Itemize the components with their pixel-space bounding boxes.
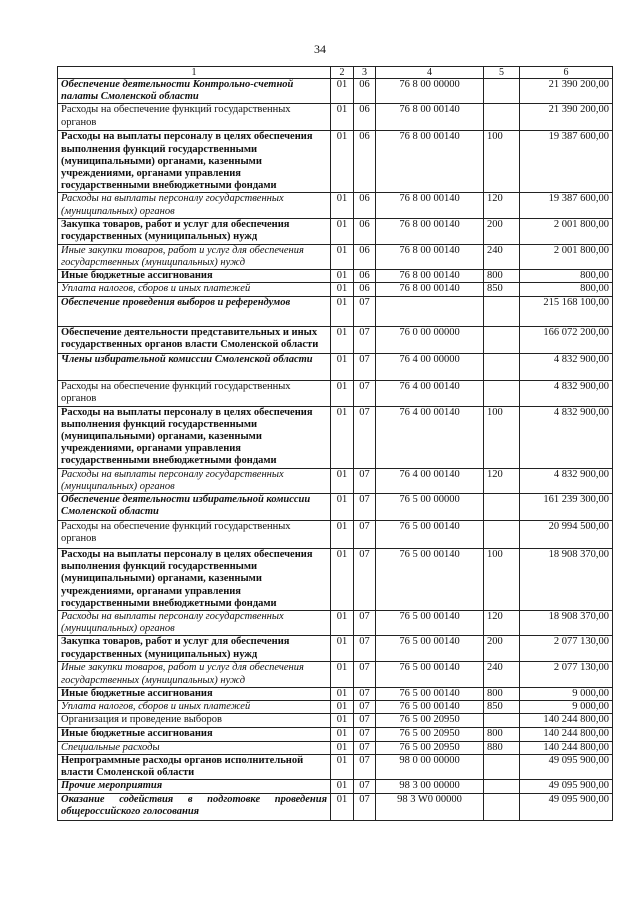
row-subsection-cell: 07 xyxy=(354,296,376,326)
row-section-cell: 01 xyxy=(331,131,354,193)
row-expense-type-cell: 200 xyxy=(484,218,520,244)
row-name-cell: Иные закупки товаров, работ и услуг для обеспечения государственных (муниципальных) нужд xyxy=(58,244,331,269)
row-expense-type-cell: 880 xyxy=(484,741,520,754)
row-subsection-cell: 07 xyxy=(354,406,376,468)
row-name-cell: Иные бюджетные ассигнования xyxy=(58,687,331,700)
header-cell-1: 1 xyxy=(58,67,331,79)
row-expense-type-cell: 850 xyxy=(484,701,520,714)
row-target-article-cell: 76 5 00 00140 xyxy=(376,636,484,662)
row-expense-type-cell: 100 xyxy=(484,406,520,468)
row-subsection-cell: 07 xyxy=(354,794,376,821)
row-target-article-cell: 76 4 00 00140 xyxy=(376,468,484,493)
row-amount-cell: 9 000,00 xyxy=(520,701,613,714)
row-subsection-cell: 07 xyxy=(354,636,376,662)
row-amount-cell: 800,00 xyxy=(520,283,613,296)
table-row xyxy=(58,701,613,714)
row-amount-cell: 161 239 300,00 xyxy=(520,494,613,521)
row-section-cell: 01 xyxy=(331,687,354,700)
row-name-cell: Прочие мероприятия xyxy=(58,780,331,794)
row-expense-type-cell xyxy=(484,79,520,104)
row-amount-cell: 4 832 900,00 xyxy=(520,353,613,380)
row-subsection-cell: 07 xyxy=(354,662,376,687)
row-name-cell: Расходы на выплаты персоналу государственных (муниципальных) органов xyxy=(58,468,331,493)
row-target-article-cell: 76 5 00 00000 xyxy=(376,494,484,521)
row-amount-cell: 2 001 800,00 xyxy=(520,218,613,244)
row-name-cell: Иные бюджетные ассигнования xyxy=(58,270,331,283)
row-name-cell: Обеспечение деятельности Контрольно-счетной палаты Смоленской области xyxy=(58,79,331,104)
row-target-article-cell: 76 4 00 00000 xyxy=(376,353,484,380)
row-section-cell: 01 xyxy=(331,79,354,104)
row-target-article-cell: 76 5 00 00140 xyxy=(376,701,484,714)
row-expense-type-cell xyxy=(484,104,520,131)
row-subsection-cell: 07 xyxy=(354,754,376,779)
row-amount-cell: 18 908 370,00 xyxy=(520,549,613,611)
row-expense-type-cell xyxy=(484,494,520,521)
row-target-article-cell: 76 4 00 00140 xyxy=(376,380,484,406)
row-target-article-cell: 76 5 00 20950 xyxy=(376,741,484,754)
row-target-article-cell: 98 3 00 00000 xyxy=(376,780,484,794)
row-name-cell: Закупка товаров, работ и услуг для обеспечения государственных (муниципальных) нужд xyxy=(58,218,331,244)
row-section-cell: 01 xyxy=(331,468,354,493)
row-target-article-cell: 76 5 00 00140 xyxy=(376,611,484,636)
row-name-cell: Уплата налогов, сборов и иных платежей xyxy=(58,283,331,296)
row-section-cell: 01 xyxy=(331,611,354,636)
row-section-cell: 01 xyxy=(331,714,354,728)
row-target-article-cell xyxy=(376,296,484,326)
row-subsection-cell: 07 xyxy=(354,741,376,754)
row-name-cell: Иные закупки товаров, работ и услуг для обеспечения государственных (муниципальных) нужд xyxy=(58,662,331,687)
row-expense-type-cell xyxy=(484,794,520,821)
row-name-cell: Члены избирательной комиссии Смоленской области xyxy=(58,353,331,380)
row-expense-type-cell xyxy=(484,754,520,779)
row-section-cell: 01 xyxy=(331,406,354,468)
row-target-article-cell: 76 8 00 00140 xyxy=(376,270,484,283)
row-expense-type-cell xyxy=(484,296,520,326)
row-name-cell: Непрограммные расходы органов исполнительной власти Смоленской области xyxy=(58,754,331,779)
row-name-cell: Расходы на выплаты персоналу в целях обеспечения выполнения функций государственными (муниципальными) органами, казенными учреждениями, органами управления государственными внебюджетными фондами xyxy=(58,549,331,611)
table-row xyxy=(58,79,613,104)
page-number: 34 xyxy=(314,42,326,56)
table-row xyxy=(58,193,613,218)
row-amount-cell: 49 095 900,00 xyxy=(520,794,613,821)
table-row xyxy=(58,741,613,754)
row-target-article-cell: 76 8 00 00140 xyxy=(376,131,484,193)
row-expense-type-cell: 240 xyxy=(484,662,520,687)
row-section-cell: 01 xyxy=(331,283,354,296)
row-section-cell: 01 xyxy=(331,636,354,662)
row-subsection-cell: 06 xyxy=(354,244,376,269)
row-amount-cell: 140 244 800,00 xyxy=(520,741,613,754)
row-expense-type-cell xyxy=(484,780,520,794)
row-amount-cell: 49 095 900,00 xyxy=(520,780,613,794)
table-row xyxy=(58,353,613,380)
row-amount-cell: 20 994 500,00 xyxy=(520,521,613,549)
row-section-cell: 01 xyxy=(331,662,354,687)
budget-table xyxy=(57,66,613,821)
table-row xyxy=(58,283,613,296)
row-name-cell: Организация и проведение выборов xyxy=(58,714,331,728)
row-subsection-cell: 07 xyxy=(354,549,376,611)
row-name-cell: Специальные расходы xyxy=(58,741,331,754)
table-row xyxy=(58,754,613,779)
row-subsection-cell: 06 xyxy=(354,79,376,104)
row-expense-type-cell: 800 xyxy=(484,687,520,700)
row-expense-type-cell: 240 xyxy=(484,244,520,269)
row-section-cell: 01 xyxy=(331,780,354,794)
row-subsection-cell: 07 xyxy=(354,468,376,493)
row-expense-type-cell: 800 xyxy=(484,270,520,283)
header-cell-6: 6 xyxy=(520,67,613,79)
table-row xyxy=(58,380,613,406)
row-amount-cell: 215 168 100,00 xyxy=(520,296,613,326)
table-row xyxy=(58,611,613,636)
table-row xyxy=(58,218,613,244)
table-row xyxy=(58,406,613,468)
row-amount-cell: 19 387 600,00 xyxy=(520,131,613,193)
row-section-cell: 01 xyxy=(331,244,354,269)
row-amount-cell: 21 390 200,00 xyxy=(520,104,613,131)
row-target-article-cell: 76 8 00 00140 xyxy=(376,244,484,269)
row-subsection-cell: 06 xyxy=(354,104,376,131)
row-expense-type-cell: 100 xyxy=(484,131,520,193)
row-section-cell: 01 xyxy=(331,353,354,380)
row-target-article-cell: 76 8 00 00140 xyxy=(376,283,484,296)
row-expense-type-cell xyxy=(484,714,520,728)
row-expense-type-cell: 120 xyxy=(484,611,520,636)
table-row xyxy=(58,270,613,283)
row-subsection-cell: 06 xyxy=(354,270,376,283)
row-expense-type-cell: 200 xyxy=(484,636,520,662)
row-amount-cell: 4 832 900,00 xyxy=(520,406,613,468)
table-row xyxy=(58,326,613,353)
row-subsection-cell: 07 xyxy=(354,494,376,521)
row-subsection-cell: 06 xyxy=(354,218,376,244)
row-target-article-cell: 76 5 00 00140 xyxy=(376,687,484,700)
row-expense-type-cell: 120 xyxy=(484,468,520,493)
row-target-article-cell: 76 8 00 00140 xyxy=(376,218,484,244)
header-cell-4: 4 xyxy=(376,67,484,79)
row-target-article-cell: 76 8 00 00140 xyxy=(376,193,484,218)
row-subsection-cell: 07 xyxy=(354,326,376,353)
row-section-cell: 01 xyxy=(331,794,354,821)
header-cell-5: 5 xyxy=(484,67,520,79)
header-cell-3: 3 xyxy=(354,67,376,79)
row-section-cell: 01 xyxy=(331,741,354,754)
row-subsection-cell: 06 xyxy=(354,131,376,193)
row-target-article-cell: 76 4 00 00140 xyxy=(376,406,484,468)
table-row xyxy=(58,714,613,728)
row-target-article-cell: 76 5 00 00140 xyxy=(376,549,484,611)
row-section-cell: 01 xyxy=(331,380,354,406)
row-target-article-cell: 76 8 00 00140 xyxy=(376,104,484,131)
header-row xyxy=(58,67,613,79)
row-amount-cell: 800,00 xyxy=(520,270,613,283)
row-target-article-cell: 76 5 00 20950 xyxy=(376,728,484,741)
row-section-cell: 01 xyxy=(331,326,354,353)
row-target-article-cell: 76 5 00 00140 xyxy=(376,662,484,687)
row-target-article-cell: 98 0 00 00000 xyxy=(376,754,484,779)
row-expense-type-cell: 100 xyxy=(484,549,520,611)
row-section-cell: 01 xyxy=(331,701,354,714)
row-expense-type-cell xyxy=(484,380,520,406)
row-section-cell: 01 xyxy=(331,728,354,741)
table-row xyxy=(58,296,613,326)
table-row xyxy=(58,549,613,611)
row-amount-cell: 19 387 600,00 xyxy=(520,193,613,218)
table-row xyxy=(58,662,613,687)
row-subsection-cell: 07 xyxy=(354,521,376,549)
table-row xyxy=(58,687,613,700)
row-section-cell: 01 xyxy=(331,218,354,244)
row-section-cell: 01 xyxy=(331,296,354,326)
row-target-article-cell: 76 0 00 00000 xyxy=(376,326,484,353)
row-expense-type-cell xyxy=(484,326,520,353)
table-row xyxy=(58,521,613,549)
row-section-cell: 01 xyxy=(331,193,354,218)
row-section-cell: 01 xyxy=(331,754,354,779)
row-subsection-cell: 06 xyxy=(354,193,376,218)
row-name-cell: Обеспечение деятельности представительных и иных государственных органов власти Смоленской области xyxy=(58,326,331,353)
row-subsection-cell: 06 xyxy=(354,283,376,296)
header-cell-2: 2 xyxy=(331,67,354,79)
row-amount-cell: 2 077 130,00 xyxy=(520,636,613,662)
row-expense-type-cell xyxy=(484,521,520,549)
table-row xyxy=(58,636,613,662)
row-expense-type-cell: 800 xyxy=(484,728,520,741)
table-row xyxy=(58,494,613,521)
row-subsection-cell: 07 xyxy=(354,611,376,636)
row-target-article-cell: 76 8 00 00000 xyxy=(376,79,484,104)
row-section-cell: 01 xyxy=(331,521,354,549)
row-subsection-cell: 07 xyxy=(354,353,376,380)
row-expense-type-cell xyxy=(484,353,520,380)
table-row xyxy=(58,244,613,269)
row-subsection-cell: 07 xyxy=(354,380,376,406)
row-name-cell: Расходы на выплаты персоналу государственных (муниципальных) органов xyxy=(58,193,331,218)
row-amount-cell: 49 095 900,00 xyxy=(520,754,613,779)
row-name-cell: Оказание содействия в подготовке проведения общероссийского голосования xyxy=(58,794,331,821)
table-row xyxy=(58,780,613,794)
row-amount-cell: 4 832 900,00 xyxy=(520,468,613,493)
row-subsection-cell: 07 xyxy=(354,714,376,728)
row-expense-type-cell: 850 xyxy=(484,283,520,296)
row-amount-cell: 140 244 800,00 xyxy=(520,714,613,728)
table-row xyxy=(58,131,613,193)
row-name-cell: Обеспечение деятельности избирательной комиссии Смоленской области xyxy=(58,494,331,521)
row-subsection-cell: 07 xyxy=(354,780,376,794)
row-subsection-cell: 07 xyxy=(354,687,376,700)
row-name-cell: Иные бюджетные ассигнования xyxy=(58,728,331,741)
table-row xyxy=(58,794,613,821)
row-subsection-cell: 07 xyxy=(354,728,376,741)
table-body xyxy=(58,79,613,821)
table-row xyxy=(58,468,613,493)
row-section-cell: 01 xyxy=(331,104,354,131)
table-row xyxy=(58,104,613,131)
row-name-cell: Расходы на обеспечение функций государственных органов xyxy=(58,521,331,549)
row-name-cell: Расходы на обеспечение функций государственных органов xyxy=(58,104,331,131)
row-amount-cell: 4 832 900,00 xyxy=(520,380,613,406)
row-section-cell: 01 xyxy=(331,549,354,611)
row-subsection-cell: 07 xyxy=(354,701,376,714)
row-name-cell: Обеспечение проведения выборов и референдумов xyxy=(58,296,331,326)
row-target-article-cell: 98 3 W0 00000 xyxy=(376,794,484,821)
row-name-cell: Расходы на выплаты персоналу государственных (муниципальных) органов xyxy=(58,611,331,636)
row-name-cell: Уплата налогов, сборов и иных платежей xyxy=(58,701,331,714)
row-amount-cell: 140 244 800,00 xyxy=(520,728,613,741)
row-name-cell: Закупка товаров, работ и услуг для обеспечения государственных (муниципальных) нужд xyxy=(58,636,331,662)
row-amount-cell: 166 072 200,00 xyxy=(520,326,613,353)
row-amount-cell: 2 077 130,00 xyxy=(520,662,613,687)
row-amount-cell: 9 000,00 xyxy=(520,687,613,700)
row-target-article-cell: 76 5 00 20950 xyxy=(376,714,484,728)
row-amount-cell: 2 001 800,00 xyxy=(520,244,613,269)
row-section-cell: 01 xyxy=(331,494,354,521)
row-target-article-cell: 76 5 00 00140 xyxy=(376,521,484,549)
row-amount-cell: 18 908 370,00 xyxy=(520,611,613,636)
row-name-cell: Расходы на выплаты персоналу в целях обеспечения выполнения функций государственными (муниципальными) органами, казенными учреждениями, органами управления государственными внебюджетными фондами xyxy=(58,131,331,193)
row-amount-cell: 21 390 200,00 xyxy=(520,79,613,104)
table-row xyxy=(58,728,613,741)
row-expense-type-cell: 120 xyxy=(484,193,520,218)
row-section-cell: 01 xyxy=(331,270,354,283)
row-name-cell: Расходы на выплаты персоналу в целях обеспечения выполнения функций государственными (муниципальными) органами, казенными учреждениями, органами управления государственными внебюджетными фондами xyxy=(58,406,331,468)
row-name-cell: Расходы на обеспечение функций государственных органов xyxy=(58,380,331,406)
